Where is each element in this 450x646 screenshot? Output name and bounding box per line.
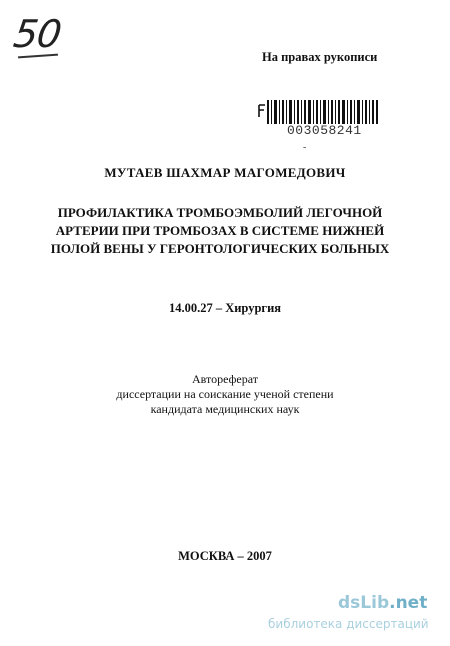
divider-dash: -	[303, 142, 307, 153]
thesis-title	[30, 204, 410, 258]
barcode-icon	[267, 100, 379, 124]
stamp-mark-icon	[258, 104, 266, 118]
handwritten-page-number: 50	[10, 12, 64, 56]
abstract-line: Автореферат	[192, 372, 258, 386]
specialty-code: 14.00.27 – Хирургия	[168, 301, 282, 315]
title-line: ПОЛОЙ ВЕНЫ У ГЕРОНТОЛОГИЧЕСКИХ БОЛЬНЫХ	[50, 241, 390, 256]
abstract-line: кандидата медицинских наук	[150, 402, 300, 416]
watermark-logo-domain: .net	[389, 593, 428, 613]
barcode-number: 003058241	[287, 123, 362, 138]
watermark-subtitle: библиотека диссертаций	[268, 617, 429, 631]
watermark-logo	[338, 593, 427, 613]
title-line: ПРОФИЛАКТИКА ТРОМБОЭМБОЛИЙ ЛЕГОЧНОЙ	[57, 205, 383, 220]
watermark-logo-main: dsLib	[338, 593, 390, 613]
author-name: МУТАЕВ ШАХМАР МАГОМЕДОВИЧ	[104, 165, 346, 180]
city-year: МОСКВА – 2007	[178, 549, 272, 563]
abstract-line: диссертации на соискание ученой степени	[116, 387, 334, 401]
abstract-description	[0, 372, 450, 417]
title-line: АРТЕРИИ ПРИ ТРОМБОЗАХ В СИСТЕМЕ НИЖНЕЙ	[55, 223, 385, 238]
rights-notice: На правах рукописи	[262, 50, 378, 64]
